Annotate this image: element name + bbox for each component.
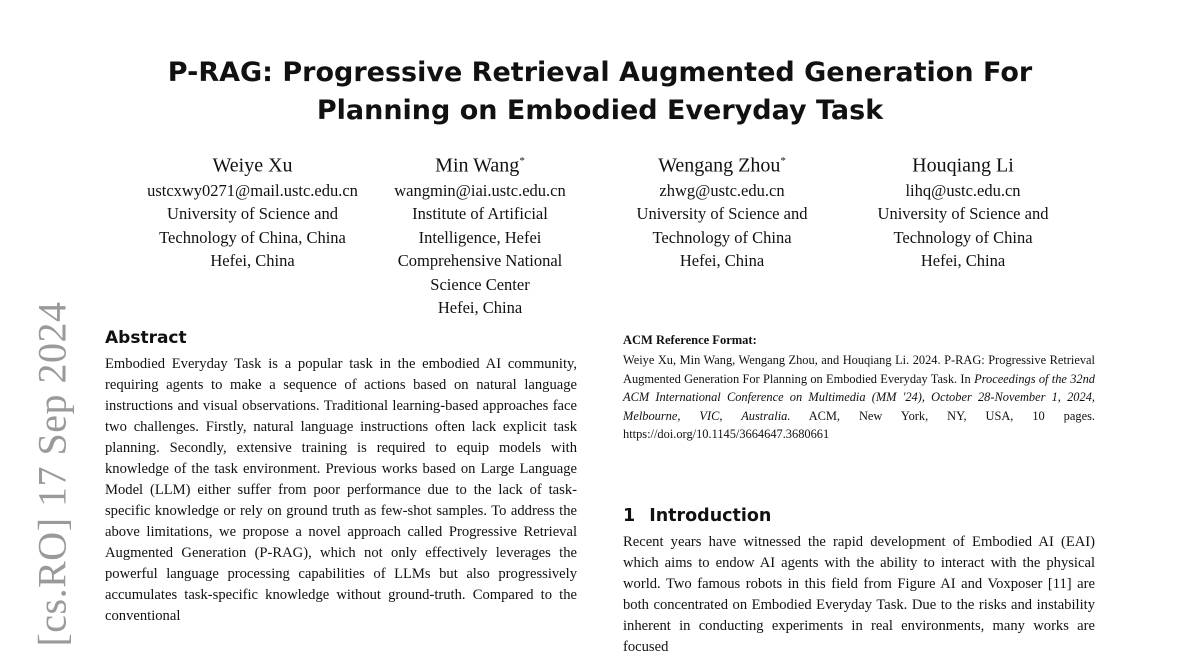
section-number: 1: [623, 506, 636, 526]
title-line-1: P-RAG: Progressive Retrieval Augmented Generation For: [167, 57, 1033, 88]
author-1: [125, 148, 380, 273]
arxiv-sidebar: [22, 300, 82, 648]
author-4: [852, 148, 1074, 273]
author-affiliation: Institute of Artificial: [412, 204, 548, 224]
author-affiliation: University of Science and: [167, 204, 338, 224]
author-email: lihq@ustc.edu.cn: [905, 180, 1021, 200]
author-affiliation: Hefei, China: [920, 251, 1006, 271]
author-affiliation: Science Center: [430, 274, 530, 294]
author-email: zhwg@ustc.edu.cn: [659, 180, 785, 200]
acm-reference-authors: Weiye Xu, Min Wang, Wengang Zhou, and Houqiang Li. 2024. P-RAG: Progressive Retrieval Augmented Generation For Planning on Embodied Everyday Task. In: [623, 353, 1095, 386]
acm-reference-heading: ACM Reference Format:: [623, 333, 757, 347]
author-affiliation: Technology of China: [652, 227, 792, 247]
acm-reference-text: [623, 351, 1095, 444]
author-name: Weiye Xu: [212, 154, 293, 177]
author-name: Min Wang: [435, 154, 520, 177]
author-affiliation: Comprehensive National: [397, 251, 563, 271]
abstract-text: Embodied Everyday Task is a popular task in the embodied AI community, requiring agents to make a sequence of actions based on natural language instructions and visual observations. Traditional learning-based approaches face two challenges. Firstly, natural language instructions often lack explicit task planning. Secondly, extensive training is required to equip models with knowledge of the task environment. Previous works based on Large Language Model (LLM) either suffer from poor performance due to the lack of task-specific knowledge or rely on ground truth as few-shot samples. To address the above limitations, we propose a novel approach called Progressive Retrieval Augmented Generation (P-RAG), which not only effectively leverages the powerful language processing capabilities of LLMs but also progressively accumulates task-specific knowledge without ground-truth. Compared to the conventional: [105, 356, 577, 624]
author-affiliation: Hefei, China: [437, 298, 523, 318]
abstract-heading: Abstract: [105, 328, 187, 348]
author-2: [376, 148, 584, 320]
author-name: Houqiang Li: [912, 154, 1014, 177]
title-line-2: Planning on Embodied Everyday Task: [316, 95, 884, 126]
paper-title: [100, 54, 1100, 130]
author-affiliation: University of Science and: [877, 204, 1049, 224]
author-email: ustcxwy0271@mail.ustc.edu.cn: [147, 180, 358, 200]
introduction-text: Recent years have witnessed the rapid development of Embodied AI (EAI) which aims to endow AI agents with the ability to interact with the physical world. Two famous robots in this field from Figure AI and Voxposer [11] are both concentrated on Embodied Everyday Task. Due to the risks and instability inherent in conducting experiments in real environments, many works are focused: [623, 534, 1095, 655]
introduction-heading: [623, 506, 1095, 526]
acm-reference-doi: ACM, New York, NY, USA, 10 pages. https://doi.org/10.1145/3664647.3680661: [623, 408, 1095, 441]
arxiv-id-label: [cs.RO] 17 Sep 2024: [29, 301, 75, 647]
author-affiliation: Intelligence, Hefei: [418, 227, 542, 247]
acm-reference-section: [623, 333, 1095, 444]
author-affiliation: Technology of China, China: [159, 227, 346, 247]
author-email: wangmin@iai.ustc.edu.cn: [394, 180, 566, 200]
corresponding-mark: *: [519, 155, 525, 167]
author-affiliation: Hefei, China: [210, 251, 295, 271]
author-3: [611, 148, 833, 273]
corresponding-mark: *: [780, 155, 786, 167]
author-name: Wengang Zhou: [658, 154, 781, 177]
author-affiliation: Technology of China: [893, 227, 1033, 247]
author-affiliation: University of Science and: [636, 204, 808, 224]
introduction-section: [623, 506, 1095, 658]
abstract-section: [105, 328, 577, 627]
acm-reference-venue: Proceedings of the 32nd ACM International Conference on Multimedia (MM '24), October 28-November 1, 2024, Melbourne, VIC, Australia.: [623, 371, 1096, 423]
section-title: Introduction: [649, 506, 772, 526]
author-affiliation: Hefei, China: [679, 251, 765, 271]
